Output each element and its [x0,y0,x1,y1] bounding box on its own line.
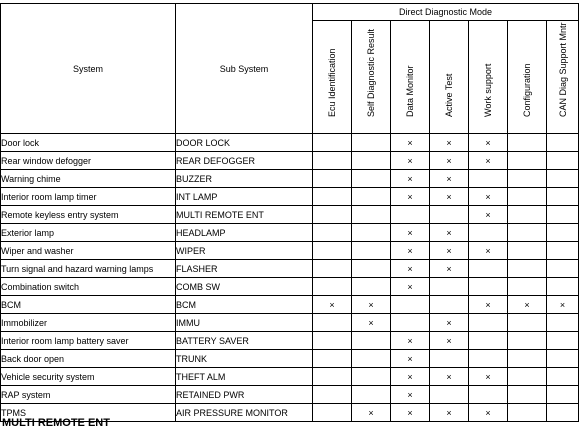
mode-support-cell [391,152,430,170]
table-row [1,278,579,296]
mode-support-cell [352,296,391,314]
mode-header-data-monitor [391,21,430,134]
mode-support-cell [313,350,352,368]
mode-support-cell [430,278,469,296]
mode-support-cell [430,224,469,242]
sub-system-cell: INT LAMP [176,188,313,206]
mode-support-cell [469,260,508,278]
sub-system-cell: BATTERY SAVER [176,332,313,350]
mode-support-cell [469,188,508,206]
mode-support-cell [547,296,579,314]
mode-support-cell [391,134,430,152]
mode-support-cell [430,134,469,152]
mode-support-cell [352,386,391,404]
mode-support-cell [391,350,430,368]
supported-mark-icon: × [407,353,413,364]
mode-support-cell [508,404,547,422]
system-cell: Combination switch [1,278,176,296]
mode-header-work-support [469,21,508,134]
supported-mark-icon: × [407,389,413,400]
system-column-header: System [1,4,176,134]
mode-support-cell [508,278,547,296]
mode-support-cell [391,188,430,206]
mode-header-active-test [430,21,469,134]
table-row [1,296,579,314]
mode-support-cell [547,188,579,206]
mode-support-cell [508,368,547,386]
mode-support-cell [352,404,391,422]
supported-mark-icon: × [407,263,413,274]
mode-support-cell [352,278,391,296]
mode-support-cell [469,206,508,224]
system-cell: Door lock [1,134,176,152]
table-row [1,152,579,170]
mode-header-label: Configuration [522,63,532,117]
sub-system-cell: FLASHER [176,260,313,278]
mode-support-cell [352,206,391,224]
supported-mark-icon: × [446,227,452,238]
mode-support-cell [430,350,469,368]
mode-header-label: Work support [483,63,493,117]
mode-support-cell [313,188,352,206]
system-cell: Remote keyless entry system [1,206,176,224]
supported-mark-icon: × [446,317,452,328]
supported-mark-icon: × [407,335,413,346]
sub-system-cell: MULTI REMOTE ENT [176,206,313,224]
supported-mark-icon: × [368,407,374,418]
sub-system-cell: AIR PRESSURE MONITOR [176,404,313,422]
mode-header-label: CAN Diag Support Mntr [557,22,568,117]
supported-mark-icon: × [368,317,374,328]
mode-header-configuration [508,21,547,134]
mode-support-cell [508,224,547,242]
mode-support-cell [508,296,547,314]
mode-support-cell [430,242,469,260]
mode-support-cell [391,224,430,242]
mode-support-cell [469,368,508,386]
supported-mark-icon: × [446,155,452,166]
mode-support-cell [547,404,579,422]
mode-support-cell [313,206,352,224]
system-cell: Immobilizer [1,314,176,332]
mode-support-cell [391,170,430,188]
mode-support-cell [430,188,469,206]
mode-support-cell [313,278,352,296]
mode-support-cell [313,314,352,332]
mode-support-cell [547,242,579,260]
mode-header-label: Self Diagnostic Result [366,28,376,117]
supported-mark-icon: × [446,137,452,148]
mode-support-cell [352,134,391,152]
next-section-heading: MULTI REMOTE ENT [2,417,110,429]
supported-mark-icon: × [329,299,335,310]
supported-mark-icon: × [446,335,452,346]
mode-support-cell [352,242,391,260]
system-cell: Vehicle security system [1,368,176,386]
sub-system-cell: THEFT ALM [176,368,313,386]
mode-support-cell [313,368,352,386]
supported-mark-icon: × [559,299,566,310]
sub-system-cell: RETAINED PWR [176,386,313,404]
mode-support-cell [352,368,391,386]
mode-support-cell [469,386,508,404]
mode-support-cell [313,152,352,170]
supported-mark-icon: × [485,371,491,382]
table-row [1,350,579,368]
supported-mark-icon: × [485,137,491,148]
mode-support-cell [469,224,508,242]
system-cell: Wiper and washer [1,242,176,260]
mode-header-label: Ecu Identification [327,48,337,117]
mode-support-cell [313,224,352,242]
mode-support-cell [547,152,579,170]
mode-header-can-diag-support-mntr [547,21,579,134]
mode-support-cell [508,152,547,170]
mode-support-cell [352,224,391,242]
supported-mark-icon: × [485,407,491,418]
mode-support-cell [313,296,352,314]
mode-support-cell [508,188,547,206]
sub-system-cell: DOOR LOCK [176,134,313,152]
supported-mark-icon: × [407,191,413,202]
table-row [1,242,579,260]
mode-support-cell [547,206,579,224]
diagnostic-mode-table [0,3,579,422]
table-row [1,368,579,386]
supported-mark-icon: × [407,137,413,148]
system-cell: Rear window defogger [1,152,176,170]
mode-support-cell [508,170,547,188]
supported-mark-icon: × [446,371,452,382]
supported-mark-icon: × [524,299,530,310]
mode-support-cell [430,386,469,404]
supported-mark-icon: × [485,209,491,220]
sub-system-cell: WIPER [176,242,313,260]
mode-support-cell [430,152,469,170]
table-row [1,314,579,332]
table-row [1,260,579,278]
mode-support-cell [430,260,469,278]
mode-support-cell [430,404,469,422]
mode-support-cell [391,278,430,296]
table-row [1,134,579,152]
supported-mark-icon: × [407,227,413,238]
sub-system-column-header: Sub System [176,4,313,134]
mode-support-cell [469,296,508,314]
supported-mark-icon: × [407,173,413,184]
mode-support-cell [391,206,430,224]
supported-mark-icon: × [446,173,452,184]
supported-mark-icon: × [485,155,491,166]
mode-support-cell [547,170,579,188]
system-cell: Exterior lamp [1,224,176,242]
system-cell: Interior room lamp timer [1,188,176,206]
mode-support-cell [313,260,352,278]
mode-support-cell [352,152,391,170]
supported-mark-icon: × [446,407,452,418]
supported-mark-icon: × [485,191,491,202]
mode-support-cell [508,260,547,278]
mode-support-cell [469,332,508,350]
mode-support-cell [391,404,430,422]
system-cell: Warning chime [1,170,176,188]
mode-support-cell [313,242,352,260]
system-cell: RAP system [1,386,176,404]
sub-system-cell: TRUNK [176,350,313,368]
mode-header-label: Active Test [444,73,454,117]
supported-mark-icon: × [485,245,491,256]
mode-support-cell [391,260,430,278]
supported-mark-icon: × [407,371,413,382]
system-cell: TPMS [1,404,176,422]
table-row [1,206,579,224]
supported-mark-icon: × [407,245,413,256]
mode-support-cell [547,134,579,152]
system-cell: Interior room lamp battery saver [1,332,176,350]
mode-support-cell [352,314,391,332]
mode-support-cell [430,170,469,188]
sub-system-cell: IMMU [176,314,313,332]
mode-support-cell [508,332,547,350]
mode-support-cell [313,404,352,422]
mode-support-cell [391,314,430,332]
mode-header-ecu-identification [313,21,352,134]
mode-support-cell [547,278,579,296]
mode-support-cell [391,332,430,350]
supported-mark-icon: × [407,281,413,292]
mode-support-cell [352,350,391,368]
supported-mark-icon: × [446,263,452,274]
mode-support-cell [469,134,508,152]
mode-support-cell [508,206,547,224]
mode-support-cell [430,206,469,224]
mode-support-cell [469,404,508,422]
mode-support-cell [547,368,579,386]
mode-support-cell [547,314,579,332]
mode-support-cell [352,260,391,278]
supported-mark-icon: × [407,407,413,418]
mode-support-cell [352,188,391,206]
direct-diagnostic-mode-header: Direct Diagnostic Mode [313,4,579,21]
sub-system-cell: REAR DEFOGGER [176,152,313,170]
system-cell: Back door open [1,350,176,368]
mode-support-cell [391,386,430,404]
sub-system-cell: HEADLAMP [176,224,313,242]
mode-support-cell [391,242,430,260]
supported-mark-icon: × [368,299,374,310]
mode-support-cell [313,386,352,404]
mode-support-cell [469,170,508,188]
table-row [1,332,579,350]
table-row [1,170,579,188]
mode-support-cell [352,332,391,350]
mode-support-cell [313,134,352,152]
mode-support-cell [430,314,469,332]
table-body [1,134,579,422]
mode-support-cell [313,170,352,188]
mode-support-cell [508,314,547,332]
mode-support-cell [508,134,547,152]
mode-header-self-diagnostic-result [352,21,391,134]
mode-support-cell [313,332,352,350]
mode-support-cell [547,386,579,404]
mode-support-cell [508,386,547,404]
sub-system-cell: BUZZER [176,170,313,188]
mode-support-cell [547,350,579,368]
table-row [1,386,579,404]
supported-mark-icon: × [446,245,452,256]
mode-header-label: Data Monitor [405,65,415,117]
mode-support-cell [430,296,469,314]
mode-support-cell [469,314,508,332]
mode-support-cell [391,296,430,314]
mode-support-cell [430,368,469,386]
supported-mark-icon: × [446,191,452,202]
supported-mark-icon: × [485,299,491,310]
mode-support-cell [469,278,508,296]
mode-support-cell [352,170,391,188]
table-row [1,188,579,206]
mode-support-cell [547,260,579,278]
mode-support-cell [469,350,508,368]
mode-support-cell [430,332,469,350]
supported-mark-icon: × [407,155,413,166]
system-cell: Turn signal and hazard warning lamps [1,260,176,278]
mode-support-cell [508,350,547,368]
mode-support-cell [391,368,430,386]
table-row [1,224,579,242]
sub-system-cell: COMB SW [176,278,313,296]
sub-system-cell: BCM [176,296,313,314]
mode-support-cell [508,242,547,260]
system-cell: BCM [1,296,176,314]
mode-support-cell [469,152,508,170]
mode-support-cell [547,224,579,242]
mode-support-cell [469,242,508,260]
mode-support-cell [547,332,579,350]
